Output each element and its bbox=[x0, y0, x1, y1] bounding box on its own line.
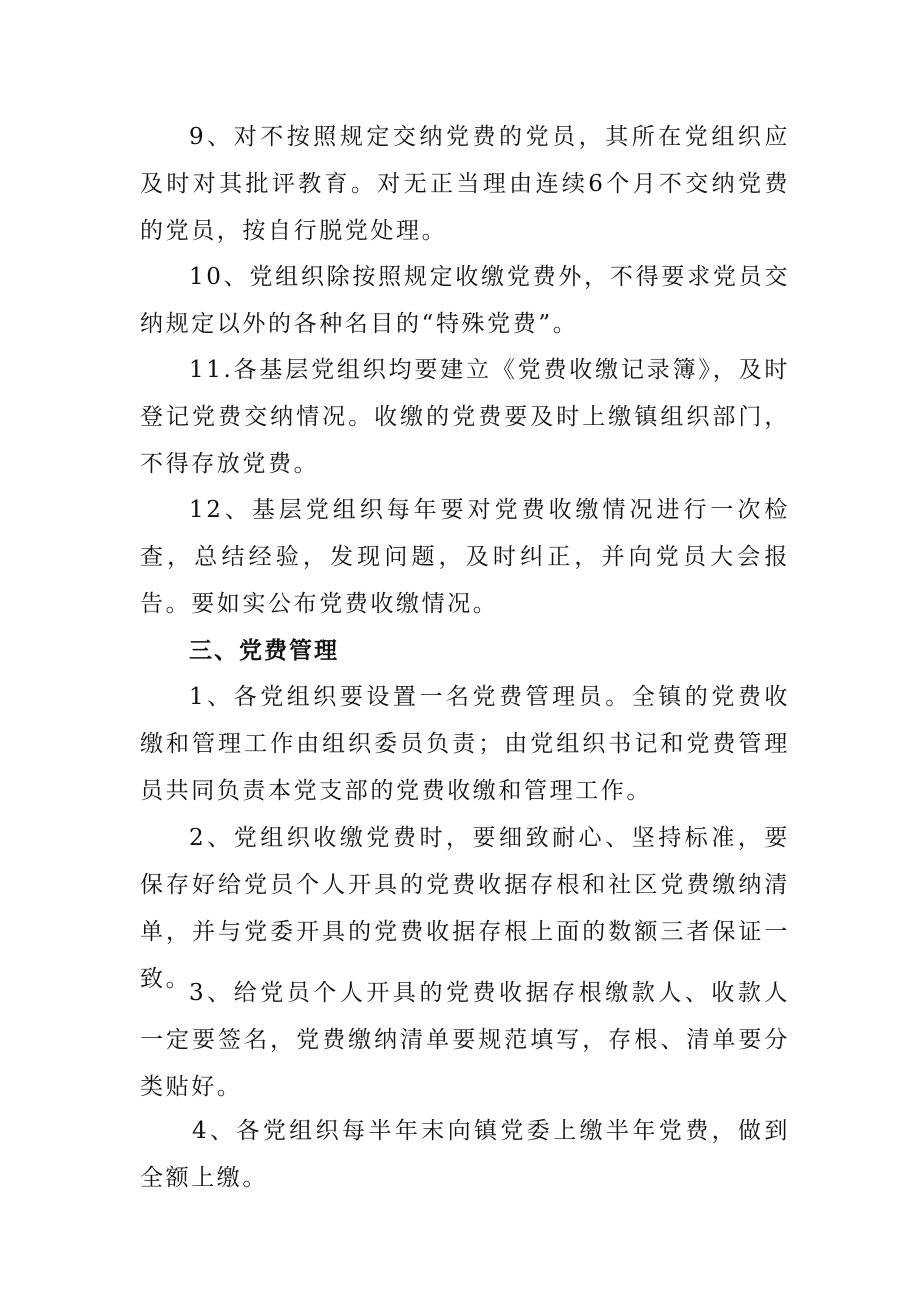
paragraph-management-2: 2、党组织收缴党费时，要细致耐心、坚持标准，要保存好给党员个人开具的党费收据存根和社区党费缴纳清单，并与党委开具的党费收据存根上面的数额三者保证一致。 bbox=[140, 825, 790, 992]
paragraph-item-10: 10、党组织除按照规定收缴党费外，不得要求党员交纳规定以外的各种名目的“特殊党费”。 bbox=[140, 264, 790, 337]
paragraph-item-11: 11.各基层党组织均要建立《党费收缴记录簿》，及时登记党费交纳情况。收缴的党费要及时上缴镇组织部门，不得存放党费。 bbox=[140, 357, 790, 477]
paragraph-management-3: 3、给党员个人开具的党费收据存根缴款人、收款人一定要签名，党费缴纳清单要规范填写，存根、清单要分类贴好。 bbox=[140, 980, 790, 1100]
paragraph-item-9: 9、对不按照规定交纳党费的党员，其所在党组织应及时对其批评教育。对无正当理由连续6个月不交纳党费的党员，按自行脱党处理。 bbox=[140, 124, 790, 244]
section-heading-party-fee-management: 三、党费管理 bbox=[189, 638, 339, 664]
paragraph-management-4: 4、各党组织每半年末向镇党委上缴半年党费，做到全额上缴。 bbox=[140, 1118, 790, 1191]
paragraph-item-12: 12、基层党组织每年要对党费收缴情况进行一次检查，总结经验，发现问题，及时纠正，并向党员大会报告。要如实公布党费收缴情况。 bbox=[140, 497, 790, 617]
paragraph-management-1: 1、各党组织要设置一名党费管理员。全镇的党费收缴和管理工作由组织委员负责；由党组织书记和党费管理员共同负责本党支部的党费收缴和管理工作。 bbox=[140, 684, 790, 804]
